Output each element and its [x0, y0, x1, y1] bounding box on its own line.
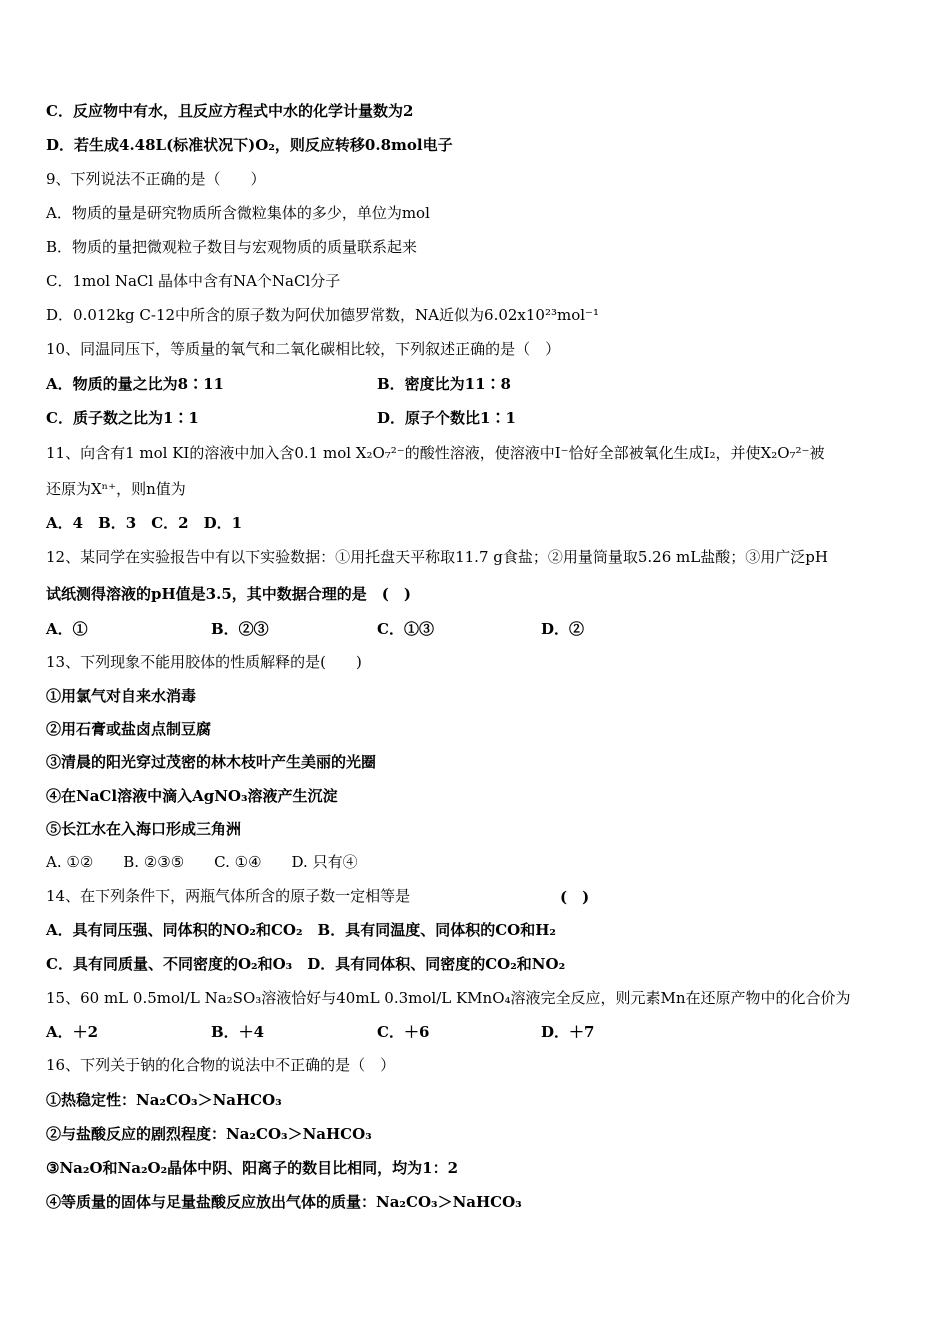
q12-stem: 12、某同学在实验报告中有以下实验数据：①用托盘天平称取11.7 g食盐；②用量筒量取5.26 mL盐酸；③用广泛pH: [46, 548, 828, 566]
q8-option-c: C．反应物中有水，且反应方程式中水的化学计量数为2: [46, 102, 414, 120]
q12-option-c: C．①③: [377, 620, 434, 638]
q13-item-4: ④在NaCl溶液中滴入AgNO₃溶液产生沉淀: [46, 787, 338, 805]
q13-item-2: ②用石膏或盐卤点制豆腐: [46, 720, 212, 738]
q14-stem: 14、在下列条件下，两瓶气体所含的原子数一定相等是: [46, 887, 411, 905]
q12-option-a: A．①: [46, 620, 88, 638]
q13-item-1: ①用氯气对自来水消毒: [46, 687, 197, 705]
q9-option-b: B．物质的量把微观粒子数目与宏观物质的质量联系起来: [46, 238, 418, 256]
q10-option-d: D．原子个数比1∶1: [377, 409, 516, 427]
q15-option-d: D．＋7: [541, 1023, 595, 1041]
q9-option-c: C．1mol NaCl 晶体中含有NA个NaCl分子: [46, 272, 341, 290]
q14-bracket: ( ): [560, 888, 590, 906]
q14-options-ab: A．具有同压强、同体积的NO₂和CO₂ B．具有同温度、同体积的CO和H₂: [46, 921, 556, 939]
q15-option-c: C．＋6: [377, 1023, 430, 1041]
q16-item-1: ①热稳定性：Na₂CO₃＞NaHCO₃: [46, 1091, 282, 1109]
q13-item-3: ③清晨的阳光穿过茂密的林木枝叶产生美丽的光圈: [46, 753, 377, 771]
q13-stem: 13、下列现象不能用胶体的性质解释的是( ): [46, 653, 362, 671]
q10-option-c: C．质子数之比为1∶1: [46, 409, 199, 427]
q13-options: A. ①② B. ②③⑤ C. ①④ D. 只有④: [46, 853, 358, 871]
q15-option-b: B．＋4: [211, 1023, 265, 1041]
q16-item-3: ③Na₂O和Na₂O₂晶体中阴、阳离子的数目比相同，均为1：2: [46, 1159, 459, 1177]
q11-stem: 11、向含有1 mol KI的溶液中加入含0.1 mol X₂O₇²⁻的酸性溶液，使溶液中I⁻恰好全部被氧化生成I₂，并使X₂O₇²⁻被: [46, 444, 825, 462]
q12-option-d: D．②: [541, 620, 585, 638]
q9-option-d: D．0.012kg C-12中所含的原子数为阿伏加德罗常数，NA近似为6.02x10²³mol⁻¹: [46, 306, 599, 324]
q8-option-d: D．若生成4.48L(标准状况下)O₂，则反应转移0.8mol电子: [46, 136, 453, 154]
q10-stem: 10、同温同压下，等质量的氧气和二氧化碳相比较，下列叙述正确的是（ ）: [46, 340, 561, 358]
q11-stem-cont: 还原为Xⁿ⁺，则n值为: [46, 480, 186, 498]
q10-option-b: B．密度比为11∶8: [377, 375, 511, 393]
q15-stem: 15、60 mL 0.5mol/L Na₂SO₃溶液恰好与40mL 0.3mol/L KMnO₄溶液完全反应，则元素Mn在还原产物中的化合价为: [46, 989, 851, 1007]
q14-options-cd: C．具有同质量、不同密度的O₂和O₃ D．具有同体积、同密度的CO₂和NO₂: [46, 955, 566, 973]
q16-item-4: ④等质量的固体与足量盐酸反应放出气体的质量：Na₂CO₃＞NaHCO₃: [46, 1193, 522, 1211]
q12-option-b: B．②③: [211, 620, 269, 638]
q15-option-a: A．＋2: [46, 1023, 99, 1041]
q10-option-a: A．物质的量之比为8∶11: [46, 375, 224, 393]
q16-item-2: ②与盐酸反应的剧烈程度：Na₂CO₃＞NaHCO₃: [46, 1125, 372, 1143]
q12-stem-cont: 试纸测得溶液的pH值是3.5，其中数据合理的是 ( ): [46, 585, 411, 603]
q9-stem: 9、下列说法不正确的是（ ）: [46, 170, 266, 188]
q9-option-a: A．物质的量是研究物质所含微粒集体的多少，单位为mol: [46, 204, 430, 222]
q11-options: A．4 B．3 C．2 D．1: [46, 514, 243, 532]
q13-item-5: ⑤长江水在入海口形成三角洲: [46, 820, 242, 838]
q16-stem: 16、下列关于钠的化合物的说法中不正确的是（ ）: [46, 1056, 396, 1074]
